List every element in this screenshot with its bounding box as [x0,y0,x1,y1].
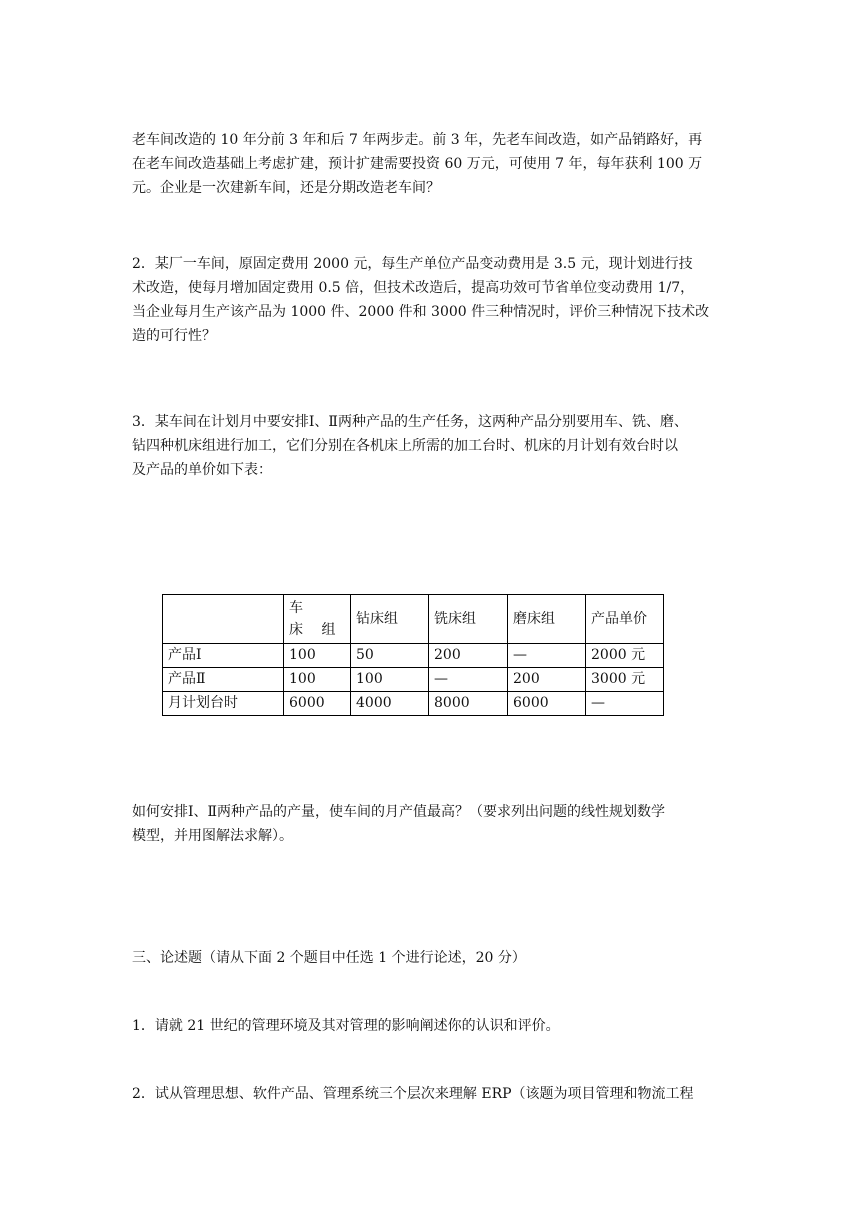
paragraph-question3-followup [132,800,734,848]
table-cell: 2000 元 [586,644,664,668]
essay-question-1 [132,1014,734,1038]
table-cell: 4000 [351,692,429,716]
text-line: 当企业每月生产该产品为 1000 件、2000 件和 3000 件三种情况时，评价三种情况下技术改 [132,304,710,320]
table-cell: 50 [351,644,429,668]
table-header-cell [163,595,284,644]
table-cell: 产品Ⅰ [163,644,284,668]
table-cell: 3000 元 [586,668,664,692]
section3-heading: 三、论述题（请从下面 2 个题目中任选 1 个进行论述，20 分） [132,950,526,966]
text-line: 造的可行性？ [132,328,216,344]
table-cell: — [429,668,508,692]
table-cell: 6000 [508,692,586,716]
essay-item: 1．请就 21 世纪的管理环境及其对管理的影响阐述你的认识和评价。 [132,1018,560,1034]
table-cell: 100 [351,668,429,692]
table-cell: 6000 [284,692,351,716]
paragraph-question1-continued [132,128,734,200]
table-header-cell: 铣床组 [429,595,508,644]
table-cell: 200 [429,644,508,668]
table-row [163,644,664,668]
text-line: 老车间改造的 10 年分前 3 年和后 7 年两步走。前 3 年，先老车间改造，如产品销路好，再 [132,132,703,148]
text-line: 术改造，使每月增加固定费用 0.5 倍，但技术改造后，提高功效可节省单位变动费用 1/7， [132,280,695,296]
section-heading [132,946,734,970]
table-header-cell-lathe [284,595,351,644]
table-header-cell: 产品单价 [586,595,664,644]
text-line: 如何安排Ⅰ、Ⅱ两种产品的产量，使车间的月产值最高？（要求列出问题的线性规划数学 [132,804,666,820]
table-header-cell: 钻床组 [351,595,429,644]
paragraph-question2 [132,252,734,348]
lathe-header-line: 组 [321,622,336,638]
table-cell: 100 [284,644,351,668]
lathe-header-line: 车 床 [289,600,345,638]
table-header-row [163,595,664,644]
text-line: 钻四种机床组进行加工，它们分别在各机床上所需的加工台时、机床的月计划有效台时以 [132,438,678,454]
table-cell: — [508,644,586,668]
text-line: 2．某厂一车间，原固定费用 2000 元，每生产单位产品变动费用是 3.5 元，现计划进行技 [132,256,693,272]
text-line: 及产品的单价如下表： [132,462,272,478]
table-row [163,692,664,716]
text-line: 元。企业是一次建新车间，还是分期改造老车间？ [132,180,440,196]
table-cell: 100 [284,668,351,692]
text-line: 在老车间改造基础上考虑扩建，预计扩建需要投资 60 万元，可使用 7 年，每年获利 100 万 [132,156,703,172]
table-cell: — [586,692,664,716]
table-cell: 200 [508,668,586,692]
essay-item: 2．试从管理思想、软件产品、管理系统三个层次来理解 ERP（该题为项目管理和物流工程 [132,1086,694,1102]
machine-hours-table [162,594,664,716]
table-header-cell: 磨床组 [508,595,586,644]
table-cell: 8000 [429,692,508,716]
essay-question-2 [132,1082,734,1106]
paragraph-question3 [132,410,734,482]
text-line: 3．某车间在计划月中要安排Ⅰ、Ⅱ两种产品的生产任务，这两种产品分别要用车、铣、磨、 [132,414,688,430]
table-cell: 产品Ⅱ [163,668,284,692]
table-cell: 月计划台时 [163,692,284,716]
text-line: 模型，并用图解法求解）。 [132,828,293,844]
table-row [163,668,664,692]
